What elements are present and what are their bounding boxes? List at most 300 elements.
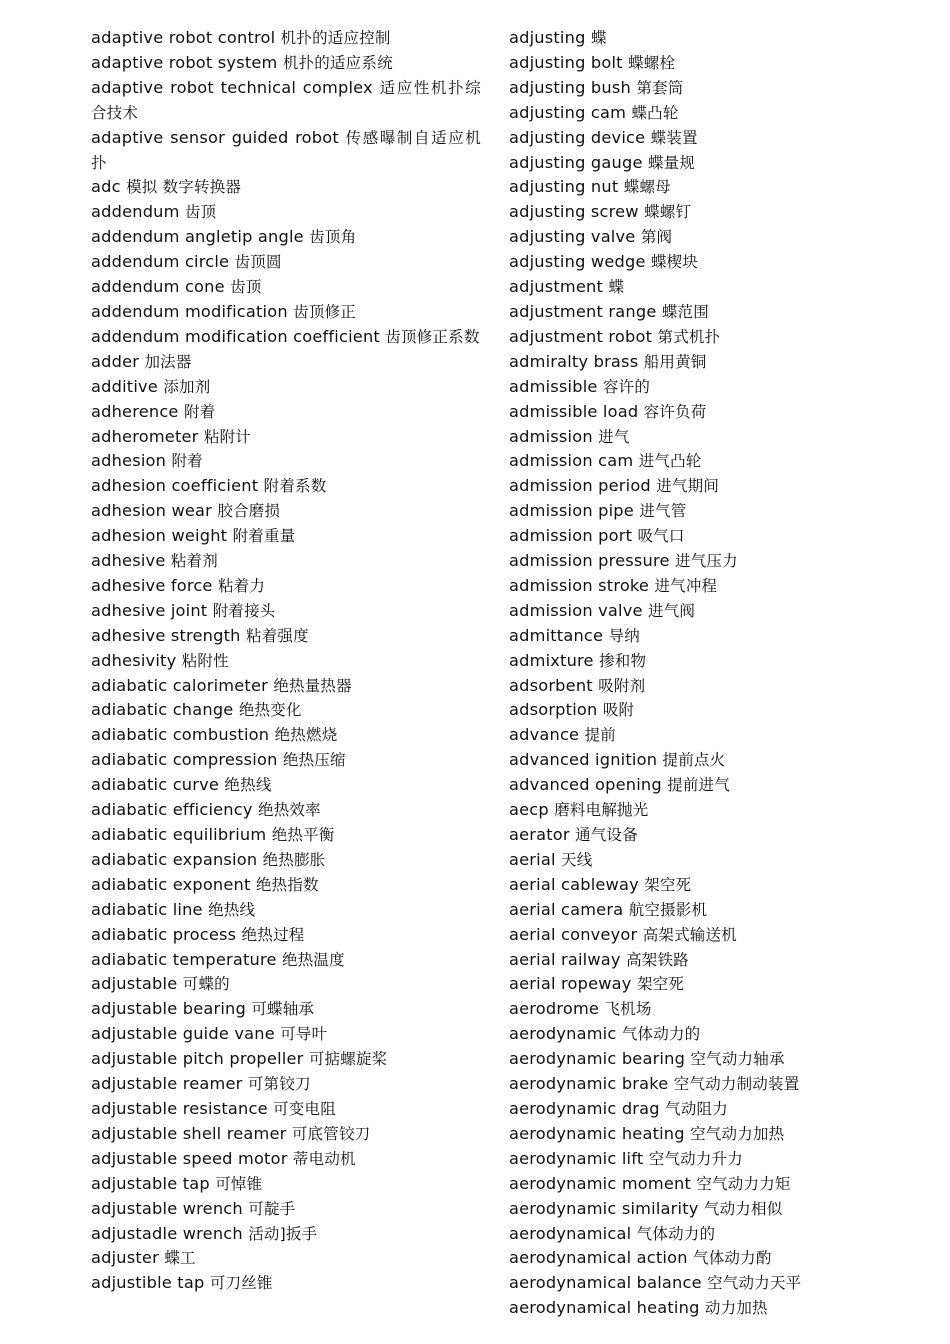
- entry-term: admission pipe: [509, 501, 634, 521]
- entry-term: admission stroke: [509, 575, 650, 595]
- entry-term: adjustable wrench: [91, 1198, 243, 1218]
- glossary-entry: [509, 499, 909, 524]
- glossary-entry: [91, 1097, 481, 1122]
- entry-term: adjustment robot: [509, 326, 653, 346]
- entry-term: adiabatic curve: [91, 775, 220, 795]
- glossary-entry: [91, 723, 481, 748]
- entry-translation: 空气动力升力: [648, 1149, 743, 1168]
- entry-term: aerial conveyor: [509, 924, 638, 944]
- glossary-entry: [91, 848, 481, 873]
- entry-translation: 附着接头: [212, 601, 276, 620]
- entry-translation: 掺和物: [599, 651, 647, 670]
- glossary-entry: [509, 375, 909, 400]
- entry-translation: 气体动力的: [636, 1224, 716, 1243]
- entry-translation: 机扑的适应控制: [280, 29, 391, 47]
- glossary-entry: [509, 798, 909, 823]
- entry-term: adhesivity: [91, 650, 177, 670]
- entry-term: admission period: [509, 476, 651, 496]
- glossary-entry: [91, 325, 481, 350]
- glossary-entry: [509, 76, 909, 101]
- glossary-entry: [91, 948, 481, 973]
- entry-translation: 蝶凸轮: [631, 103, 679, 122]
- entry-translation: 提前点火: [662, 751, 726, 770]
- entry-translation: 吸附剂: [598, 676, 646, 695]
- entry-translation: 添加剂: [163, 377, 211, 396]
- entry-term: adiabatic line: [91, 899, 203, 919]
- glossary-entry: [509, 948, 909, 973]
- glossary-entry: [509, 51, 909, 76]
- entry-translation: 可蝶轴承: [251, 1000, 315, 1019]
- entry-term: admission cam: [509, 451, 634, 471]
- entry-term: aerial railway: [509, 949, 621, 969]
- glossary-entry: [509, 250, 909, 275]
- entry-term: aerodynamical heating: [509, 1298, 700, 1318]
- entry-term: adiabatic combustion: [91, 725, 270, 745]
- entry-translation: 适应性机扑综合技术: [91, 78, 481, 122]
- glossary-entry: [509, 923, 909, 948]
- glossary-entry: [91, 1147, 481, 1172]
- glossary-entry: [91, 1271, 481, 1296]
- entry-translation: 高架式输送机: [642, 925, 737, 944]
- glossary-entry: [509, 1097, 909, 1122]
- glossary-entry: [509, 101, 909, 126]
- glossary-entry: [91, 76, 481, 126]
- glossary-entry: [509, 151, 909, 176]
- entry-term: adjusting screw: [509, 202, 639, 222]
- glossary-entry: [91, 1197, 481, 1222]
- entry-term: adiabatic change: [91, 700, 234, 720]
- glossary-entry: [509, 1147, 909, 1172]
- entry-translation: 绝热燃烧: [274, 726, 338, 745]
- right-column: [509, 26, 909, 1321]
- entry-term: adjustable reamer: [91, 1074, 243, 1094]
- entry-term: adiabatic equilibrium: [91, 825, 267, 844]
- entry-term: aerodynamic brake: [509, 1074, 669, 1094]
- entry-term: aerial ropeway: [509, 974, 632, 994]
- glossary-entry: [509, 723, 909, 748]
- entry-term: adaptive robot system: [91, 52, 278, 72]
- entry-term: adjustable pitch propeller: [91, 1049, 304, 1069]
- entry-translation: 齿顶修正系数: [385, 327, 480, 346]
- entry-term: adjusting bush: [509, 77, 631, 97]
- entry-translation: 导纳: [608, 626, 640, 645]
- entry-term: adjusting: [509, 28, 586, 47]
- glossary-entry: [91, 873, 481, 898]
- entry-term: addendum: [91, 202, 180, 222]
- entry-translation: 进气管: [639, 502, 687, 521]
- glossary-entry: [91, 972, 481, 997]
- entry-translation: 进气凸轮: [638, 452, 702, 471]
- entry-term: aerodynamic drag: [509, 1098, 660, 1118]
- glossary-entry: [91, 823, 481, 848]
- glossary-entry: [509, 848, 909, 873]
- entry-term: adhesive strength: [91, 625, 241, 645]
- entry-term: adiabatic exponent: [91, 874, 251, 894]
- entry-translation: 架空死: [636, 975, 685, 994]
- glossary-entry: [509, 997, 909, 1022]
- entry-translation: 可变电阻: [273, 1099, 336, 1118]
- entry-translation: 可靛手: [248, 1199, 296, 1218]
- glossary-entry: [509, 1072, 909, 1097]
- entry-translation: 可悼锥: [215, 1174, 263, 1193]
- entry-translation: 粘着强度: [245, 626, 309, 645]
- entry-translation: 齿顶修正: [293, 302, 356, 321]
- entry-translation: 加法器: [144, 352, 192, 371]
- glossary-entry: [91, 773, 481, 798]
- entry-translation: 齿顶: [230, 278, 262, 297]
- entry-term: adc: [91, 177, 121, 197]
- glossary-entry: [91, 997, 481, 1022]
- entry-term: adjusting cam: [509, 102, 627, 122]
- entry-translation: 空气动力力矩: [696, 1174, 791, 1193]
- entry-term: adiabatic efficiency: [91, 800, 253, 820]
- entry-translation: 吸附: [602, 701, 635, 720]
- entry-translation: 齿顶: [184, 203, 217, 222]
- glossary-entry: [91, 1222, 481, 1247]
- entry-term: aerator: [509, 825, 570, 844]
- entry-translation: 空气动力制动装置: [673, 1075, 800, 1094]
- entry-translation: 容许负荷: [643, 402, 707, 421]
- entry-translation: 绝热膨胀: [262, 850, 326, 869]
- entry-term: adjustable speed motor: [91, 1148, 288, 1168]
- entry-translation: 绝热量热器: [273, 676, 352, 695]
- glossary-entry: [91, 748, 481, 773]
- entry-term: adjusting bolt: [509, 52, 623, 72]
- glossary-entry: [91, 26, 481, 51]
- entry-translation: 高架铁路: [626, 950, 689, 969]
- entry-translation: 绝热平衡: [271, 826, 335, 844]
- glossary-entry: [91, 1122, 481, 1147]
- entry-translation: 蝶螺钉: [644, 203, 692, 222]
- entry-translation: 粘附计: [203, 427, 251, 446]
- entry-term: adjusting valve: [509, 227, 636, 247]
- entry-term: adjusting wedge: [509, 252, 646, 272]
- entry-term: adjusting gauge: [509, 152, 643, 172]
- entry-translation: 容许的: [602, 377, 651, 396]
- entry-translation: 船用黄铜: [643, 352, 707, 371]
- entry-translation: 蒂电动机: [292, 1149, 356, 1168]
- glossary-entry: [509, 425, 909, 450]
- entry-translation: 气体动力酌: [693, 1249, 772, 1268]
- entry-term: adjuster: [91, 1248, 159, 1268]
- glossary-entry: [509, 649, 909, 674]
- glossary-entry: [91, 275, 481, 300]
- entry-term: adjustable shell reamer: [91, 1123, 287, 1143]
- entry-term: admission valve: [509, 600, 643, 620]
- glossary-entry: [509, 225, 909, 250]
- entry-term: adhesion weight: [91, 526, 228, 546]
- glossary-entry: [509, 898, 909, 923]
- entry-term: adiabatic expansion: [91, 849, 258, 869]
- entry-term: aerodrome: [509, 999, 600, 1019]
- glossary-entry: [509, 574, 909, 599]
- glossary-entry: [509, 175, 909, 200]
- entry-translation: 齿顶角: [309, 228, 357, 247]
- entry-term: aerodynamic bearing: [509, 1049, 686, 1069]
- glossary-entry: [91, 624, 481, 649]
- glossary-entry: [91, 474, 481, 499]
- glossary-entry: [91, 923, 481, 948]
- entry-term: admissible: [509, 376, 598, 396]
- entry-translation: 进气压力: [675, 552, 738, 571]
- glossary-entry: [509, 1197, 909, 1222]
- entry-translation: 动力加热: [704, 1299, 768, 1318]
- entry-translation: 绝热线: [224, 776, 272, 795]
- entry-translation: 通气设备: [575, 826, 638, 844]
- entry-term: advance: [509, 725, 580, 745]
- glossary-entry: [509, 773, 909, 798]
- entry-translation: 机扑的适应系统: [282, 53, 393, 72]
- entry-term: aerodynamic moment: [509, 1173, 692, 1193]
- glossary-entry: [91, 449, 481, 474]
- entry-term: adjustment: [509, 277, 604, 297]
- entry-term: aerodynamical balance: [509, 1273, 702, 1293]
- entry-term: adsorption: [509, 700, 598, 720]
- entry-translation: 模拟 数字转换器: [126, 178, 242, 197]
- glossary-entry: [91, 250, 481, 275]
- entry-term: adder: [91, 351, 140, 371]
- entry-term: adjusting device: [509, 127, 646, 147]
- entry-term: adaptive robot control: [91, 28, 276, 47]
- glossary-entry: [91, 1172, 481, 1197]
- glossary-entry: [91, 400, 481, 425]
- entry-translation: 附着: [171, 452, 203, 471]
- entry-term: adjustable tap: [91, 1173, 210, 1193]
- glossary-entry: [509, 300, 909, 325]
- entry-translation: 粘着力: [217, 576, 266, 595]
- entry-term: aecp: [509, 800, 549, 820]
- entry-translation: 蝶装置: [650, 128, 698, 147]
- entry-translation: 可第铰刀: [247, 1075, 311, 1094]
- entry-term: aerodynamical action: [509, 1248, 688, 1268]
- entry-translation: 第式机扑: [657, 327, 721, 346]
- entry-translation: 磨料电解抛光: [554, 801, 649, 820]
- entry-term: admixture: [509, 650, 594, 670]
- entry-term: adjusting nut: [509, 177, 619, 197]
- entry-term: aerial camera: [509, 899, 624, 919]
- glossary-entry: [509, 674, 909, 699]
- entry-term: adaptive sensor guided robot: [91, 127, 339, 147]
- entry-term: aerodynamic lift: [509, 1148, 644, 1168]
- glossary-entry: [509, 1222, 909, 1247]
- entry-translation: 提前: [584, 726, 616, 745]
- entry-translation: 气体动力的: [621, 1025, 701, 1044]
- entry-term: adhesive: [91, 551, 166, 571]
- entry-term: adherence: [91, 401, 179, 421]
- entry-term: admissible load: [509, 401, 639, 421]
- entry-term: adaptive robot technical complex: [91, 77, 373, 97]
- entry-translation: 胶合磨损: [217, 502, 281, 521]
- entry-term: aerial cableway: [509, 874, 639, 894]
- glossary-entry: [509, 549, 909, 574]
- entry-translation: 第阀: [640, 228, 673, 247]
- entry-term: admiralty brass: [509, 351, 639, 371]
- entry-term: adjustable bearing: [91, 999, 246, 1019]
- glossary-entry: [91, 200, 481, 225]
- entry-term: advanced ignition: [509, 750, 658, 770]
- glossary-entry: [509, 1122, 909, 1147]
- glossary-entry: [509, 1271, 909, 1296]
- glossary-entry: [91, 51, 481, 76]
- glossary-entry: [91, 599, 481, 624]
- entry-term: admittance: [509, 625, 604, 645]
- entry-term: adiabatic temperature: [91, 949, 277, 969]
- entry-translation: 可掂螺旋桨: [308, 1050, 388, 1069]
- entry-term: aerial: [509, 849, 556, 869]
- entry-term: aerodynamical: [509, 1223, 632, 1243]
- glossary-entry: [509, 1296, 909, 1321]
- glossary-entry: [91, 126, 481, 176]
- glossary-entry: [509, 873, 909, 898]
- entry-translation: 蝶螺栓: [628, 53, 676, 72]
- glossary-entry: [509, 972, 909, 997]
- glossary-entry: [509, 200, 909, 225]
- glossary-entry: [91, 1072, 481, 1097]
- entry-translation: 蝶工: [164, 1249, 196, 1268]
- entry-translation: 可刀丝锥: [209, 1274, 273, 1293]
- glossary-entry: [91, 649, 481, 674]
- entry-term: addendum modification: [91, 301, 288, 321]
- entry-translation: 附着重量: [232, 527, 296, 546]
- entry-translation: 吸气口: [637, 527, 685, 546]
- entry-translation: 绝热线: [208, 900, 256, 919]
- entry-translation: 航空摄影机: [628, 900, 708, 919]
- entry-translation: 进气: [598, 427, 630, 446]
- entry-term: adherometer: [91, 426, 199, 446]
- entry-translation: 绝热过程: [241, 925, 305, 944]
- entry-translation: 可导叶: [280, 1025, 328, 1044]
- entry-term: admission port: [509, 526, 633, 546]
- entry-translation: 空气动力轴承: [690, 1050, 785, 1069]
- entry-translation: 飞机场: [604, 1000, 652, 1019]
- entry-translation: 气动力相似: [703, 1199, 783, 1218]
- entry-translation: 蝶螺母: [623, 178, 671, 197]
- glossary-entry: [91, 425, 481, 450]
- glossary-entry: [91, 524, 481, 549]
- entry-translation: 空气动力加热: [690, 1124, 785, 1143]
- glossary-entry: [509, 126, 909, 151]
- glossary-entry: [509, 275, 909, 300]
- entry-term: adjustable: [91, 974, 178, 994]
- entry-translation: 蝶范围: [661, 302, 709, 321]
- entry-term: additive: [91, 376, 158, 396]
- entry-term: adhesion coefficient: [91, 476, 259, 496]
- glossary-entry: [509, 1246, 909, 1271]
- entry-term: adsorbent: [509, 675, 593, 695]
- entry-translation: 架空死: [644, 875, 692, 894]
- entry-translation: 绝热压缩: [282, 751, 346, 770]
- entry-translation: 第套筒: [636, 78, 684, 97]
- glossary-entry: [509, 599, 909, 624]
- entry-term: addendum modification coefficient: [91, 326, 380, 346]
- entry-term: adhesion wear: [91, 501, 213, 521]
- entry-term: aerodynamic similarity: [509, 1198, 699, 1218]
- glossary-entry: [509, 748, 909, 773]
- entry-term: adiabatic calorimeter: [91, 675, 268, 695]
- entry-translation: 绝热效率: [258, 801, 321, 820]
- glossary-entry: [509, 325, 909, 350]
- entry-term: admission pressure: [509, 551, 670, 571]
- entry-term: adjustible tap: [91, 1273, 205, 1293]
- entry-term: aerodynamic: [509, 1024, 617, 1044]
- glossary-entry: [91, 175, 481, 200]
- entry-translation: 进气期间: [656, 477, 720, 496]
- glossary-entry: [509, 1172, 909, 1197]
- glossary-entry: [91, 698, 481, 723]
- glossary-entry: [509, 474, 909, 499]
- entry-term: adiabatic process: [91, 924, 237, 944]
- glossary-entry: [509, 1022, 909, 1047]
- entry-translation: 蝶: [608, 278, 625, 297]
- glossary-entry: [509, 449, 909, 474]
- entry-translation: 绝热指数: [255, 875, 319, 894]
- entry-translation: 可蝶的: [182, 975, 230, 994]
- entry-translation: 活动]扳手: [248, 1224, 318, 1243]
- entry-term: addendum cone: [91, 277, 225, 297]
- entry-translation: 蝶楔块: [650, 253, 699, 272]
- glossary-entry: [509, 524, 909, 549]
- entry-term: adjustadle wrench: [91, 1223, 243, 1243]
- entry-translation: 可底管铰刀: [291, 1124, 371, 1143]
- entry-term: admission: [509, 426, 593, 446]
- entry-translation: 齿顶圆: [234, 253, 282, 272]
- entry-term: aerodynamic heating: [509, 1123, 685, 1143]
- glossary-entry: [91, 300, 481, 325]
- entry-translation: 提前进气: [667, 776, 731, 795]
- entry-translation: 粘附性: [181, 651, 229, 670]
- entry-term: adhesion: [91, 451, 167, 471]
- entry-term: adhesive force: [91, 575, 213, 595]
- entry-translation: 空气动力天平: [707, 1274, 802, 1293]
- glossary-entry: [509, 400, 909, 425]
- glossary-entry: [509, 26, 909, 51]
- entry-term: adiabatic compression: [91, 750, 278, 770]
- glossary-entry: [91, 1246, 481, 1271]
- glossary-entry: [91, 350, 481, 375]
- entry-translation: 绝热变化: [238, 701, 302, 720]
- entry-translation: 绝热温度: [282, 950, 345, 969]
- entry-term: advanced opening: [509, 775, 662, 795]
- glossary-entry: [91, 225, 481, 250]
- entry-translation: 气动阻力: [665, 1099, 728, 1118]
- glossary-entry: [509, 823, 909, 848]
- entry-translation: 附着系数: [263, 477, 327, 496]
- entry-term: adhesive joint: [91, 600, 208, 620]
- entry-translation: 传感曝制自适应机扑: [91, 128, 481, 172]
- entry-translation: 进气阀: [648, 601, 696, 620]
- glossary-entry: [509, 624, 909, 649]
- glossary-entry: [91, 574, 481, 599]
- glossary-entry: [509, 1047, 909, 1072]
- left-column: [91, 26, 481, 1296]
- glossary-entry: [91, 798, 481, 823]
- glossary-entry: [91, 1047, 481, 1072]
- entry-translation: 蝶量规: [647, 153, 696, 172]
- glossary-entry: [91, 375, 481, 400]
- entry-translation: 进气冲程: [654, 576, 718, 595]
- glossary-entry: [91, 549, 481, 574]
- entry-translation: 蝶: [590, 29, 607, 47]
- entry-term: adjustable guide vane: [91, 1024, 275, 1044]
- entry-term: addendum angletip angle: [91, 227, 304, 247]
- entry-translation: 附着: [183, 402, 216, 421]
- glossary-entry: [91, 898, 481, 923]
- entry-translation: 粘着剂: [170, 552, 218, 571]
- entry-translation: 天线: [561, 850, 593, 869]
- glossary-entry: [509, 698, 909, 723]
- entry-term: adjustable resistance: [91, 1098, 268, 1118]
- glossary-entry: [91, 1022, 481, 1047]
